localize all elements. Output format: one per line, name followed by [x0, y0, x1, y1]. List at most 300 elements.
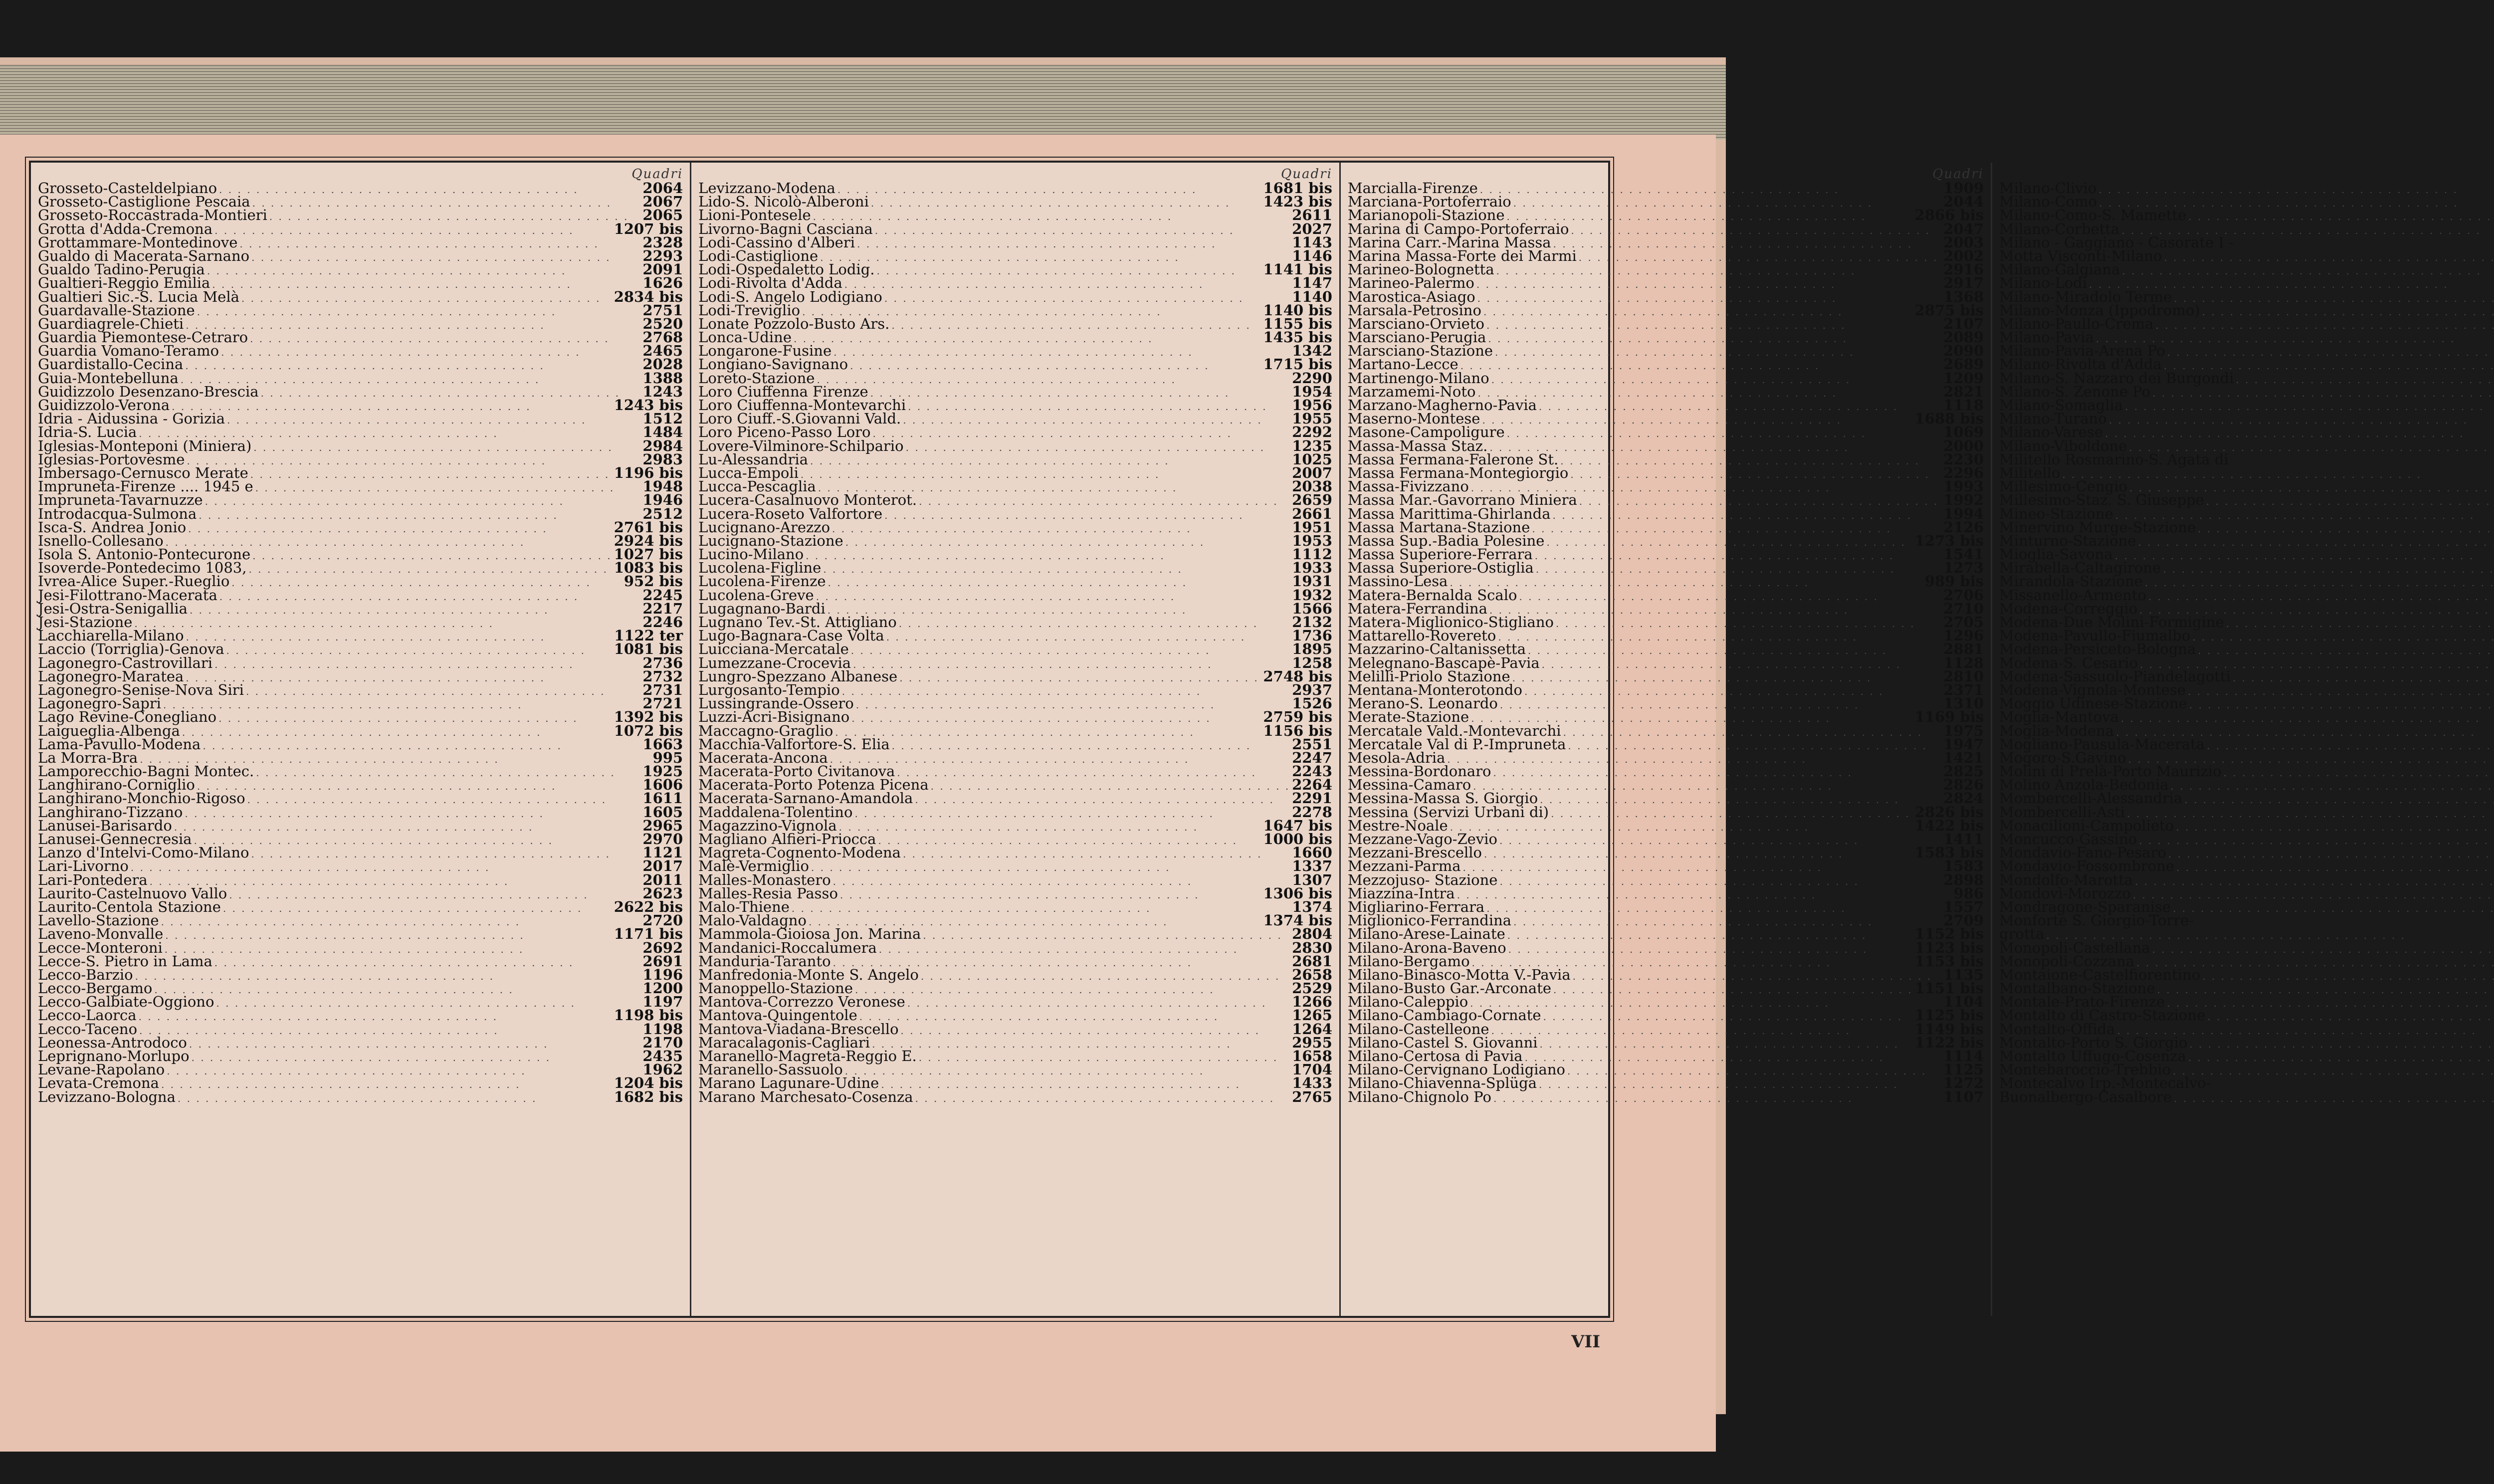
entry-name: Milano-Corbetta: [1999, 220, 2120, 237]
leader-dots: [1507, 427, 1942, 440]
leader-dots: [2189, 1038, 2494, 1051]
leader-dots: [231, 576, 622, 590]
entry-name: Magazzino-Vignola: [698, 817, 837, 834]
entry-name: Marostica-Asiago: [1347, 288, 1475, 305]
entry-table-number: 1663: [642, 735, 683, 753]
entry-name: Lu-Alessandria: [698, 450, 808, 468]
leader-dots: [255, 481, 641, 495]
entry-name: Marina Massa-Forte dei Marmi: [1347, 247, 1577, 264]
entry-table-number: 2107: [1943, 315, 1984, 332]
entry-name: Magreta-Cognento-Modena: [698, 844, 901, 861]
entry-name: Mentana-Monterotondo: [1347, 681, 1522, 698]
leader-dots: [247, 793, 641, 807]
entry-name: Maranello-Magreta-Reggio E.: [698, 1048, 917, 1064]
leader-dots: [840, 888, 1261, 902]
entry-table-number: 2520: [642, 315, 683, 332]
leader-dots: [2188, 1051, 2494, 1064]
entry-name: Langhirano-Monchio-Rigoso: [38, 790, 245, 807]
entry-name: Isca-S. Andrea Jonio: [38, 518, 187, 536]
leader-dots: [1528, 644, 1941, 657]
entry-name: Marsciano-Orvieto: [1347, 315, 1484, 332]
leader-dots: [1579, 495, 1942, 508]
entry-table-number: 2047: [1943, 220, 1984, 237]
entry-table-number: 1736: [1292, 627, 1332, 644]
leader-dots: [226, 644, 612, 657]
entry-table-number: 1512: [642, 410, 683, 427]
entry-name: Milano-Cambiago-Cornate: [1347, 1007, 1541, 1024]
leader-dots: [2198, 522, 2494, 536]
leader-dots: [1486, 902, 1941, 915]
entry-table-number: 2825: [1943, 763, 1984, 780]
entry-name: Guidizzolo Desenzano-Brescia: [38, 383, 259, 400]
entry-table-number: 1209: [1943, 369, 1984, 387]
leader-dots: [833, 346, 1290, 359]
leader-dots: [1553, 983, 1913, 997]
entry-name: Moglia-Mantova: [1999, 708, 2119, 726]
entry-table-number: 1198 bis: [614, 1007, 683, 1024]
leader-dots: [1567, 1064, 1941, 1078]
entry-name: Ivrea-Alice Super.-Rueglio: [38, 573, 230, 590]
entry-name: Milano-S. Nazzaro dei Burgondi: [1999, 369, 2234, 387]
leader-dots: [832, 522, 1290, 536]
entry-table-number: 2003: [1943, 233, 1984, 251]
entry-name: Guidizzolo-Verona: [38, 397, 170, 414]
leader-dots: [2173, 902, 2494, 915]
entry-table-number: 2067: [642, 193, 683, 211]
entry-table-number: 1265: [1292, 1007, 1332, 1024]
entry-name: Leprignano-Morlupo: [38, 1048, 190, 1064]
entry-table-number: 2230: [1943, 450, 1984, 468]
leader-dots: [2164, 251, 2494, 264]
entry-table-number: 1273: [1943, 559, 1984, 577]
entry-name: Mantova-Correzzo Veronese: [698, 993, 905, 1011]
entry-table-number: 1682 bis: [614, 1088, 683, 1105]
entry-table-number: 2126: [1943, 518, 1984, 536]
entry-table-number: 2028: [642, 356, 683, 373]
entry-table-number: 1243 bis: [614, 397, 683, 414]
leader-dots: [850, 359, 1261, 373]
entry-table-number: 1146: [1292, 247, 1332, 264]
leader-dots: [2163, 563, 2494, 576]
entry-table-number: 2689: [1943, 356, 1984, 373]
leader-dots: [853, 658, 1290, 671]
entry-table-number: 1200: [642, 980, 683, 997]
leader-dots: [2184, 793, 2494, 807]
entry-name: Mirabella-Caltagirone: [1999, 559, 2161, 577]
entry-name: Matera-Miglionico-Stigliano: [1347, 614, 1554, 631]
leader-dots: [261, 387, 641, 400]
leader-dots: [2105, 427, 2494, 440]
leader-dots: [2176, 821, 2494, 834]
leader-dots: [214, 224, 612, 237]
leader-dots: [1491, 1024, 1913, 1038]
leader-dots: [2139, 834, 2494, 848]
leader-dots: [131, 861, 641, 874]
leader-dots: [875, 224, 1290, 237]
entry-table-number: 1925: [642, 763, 683, 780]
leader-dots: [161, 915, 641, 929]
leader-dots: [810, 454, 1290, 468]
leader-dots: [185, 807, 640, 821]
leader-dots: [1540, 793, 1941, 807]
leader-dots: [1447, 753, 1941, 766]
entry-table-number: 2371: [1943, 681, 1984, 698]
entry-table-number: 2296: [1943, 464, 1984, 481]
entry-name: Marsala-Petrosino: [1347, 301, 1481, 319]
leader-dots: [886, 631, 1290, 644]
leader-dots: [246, 685, 640, 698]
index-entry: [1999, 450, 2494, 468]
entry-table-number: 2328: [642, 233, 683, 251]
leader-dots: [907, 997, 1290, 1010]
entry-table-number: 1933: [1292, 559, 1332, 577]
entry-name: Lucera-Roseto Valfortore: [698, 505, 883, 522]
entry-name: Mammola-Gioiosa Jon. Marina: [698, 925, 921, 943]
entry-name: grotta: [1999, 925, 2045, 943]
entry-name: Mineo-Stazione: [1999, 505, 2113, 522]
leader-dots: [197, 305, 641, 319]
entry-name: Minturno-Stazione: [1999, 532, 2136, 549]
entry-name: Montalto Uffugo-Cosenza: [1999, 1048, 2186, 1064]
entry-table-number: 2970: [642, 831, 683, 848]
entry-name: Jesi-Filottrano-Macerata: [38, 586, 217, 604]
entry-table-number: 2965: [642, 817, 683, 834]
leader-dots: [2167, 997, 2494, 1010]
leader-dots: [1560, 454, 1941, 468]
entry-name: Molino Anzola-Bedonia: [1999, 776, 2169, 794]
entry-name: Marcialla-Firenze: [1347, 180, 1478, 197]
entry-name: Macerata-Ancona: [698, 749, 828, 766]
entry-name: Jesi-Ostra-Senigallia: [38, 600, 188, 617]
entry-name: Lioni-Pontesele: [698, 207, 811, 224]
entry-table-number: 1948: [642, 478, 683, 495]
entry-name: Massa Superiore-Ostiglia: [1347, 559, 1534, 577]
entry-name: Lucignano-Arezzo: [698, 518, 831, 536]
leader-dots: [878, 834, 1261, 848]
entry-name: Lussingrande-Ossero: [698, 695, 854, 712]
entry-name: Impruneta-Firenze .... 1945 e: [38, 478, 253, 495]
leader-dots: [2202, 970, 2494, 983]
leader-dots: [931, 780, 1290, 793]
entry-name: Guardavalle-Stazione: [38, 301, 195, 319]
leader-dots: [1480, 183, 1942, 197]
entry-table-number: 1909: [1943, 180, 1984, 197]
entry-name: Milano-Castel S. Giovanni: [1347, 1034, 1538, 1051]
leader-dots: [845, 536, 1290, 549]
entry-table-number: 1264: [1292, 1020, 1332, 1038]
entry-table-number: 1196: [642, 966, 683, 983]
entry-table-number: 2247: [1292, 749, 1332, 766]
entry-name: Livorno-Bagni Casciana: [698, 220, 873, 237]
entry-name: Marzano-Magherno-Pavia: [1347, 397, 1537, 414]
leader-dots: [2168, 848, 2494, 861]
entry-name: Manoppello-Stazione: [698, 980, 853, 997]
leader-dots: [2207, 739, 2494, 753]
leader-dots: [2206, 495, 2494, 508]
leader-dots: [1489, 604, 1941, 617]
leader-dots: [854, 807, 1290, 821]
entry-name: Militello Rosmarino-S. Agata di: [1999, 450, 2229, 468]
entry-name: Lucignano-Stazione: [698, 532, 843, 549]
leader-dots: [884, 509, 1290, 522]
entry-name: Mantova-Quingentole: [698, 1007, 857, 1024]
entry-name: Montale-Prato-Firenze: [1999, 993, 2165, 1011]
leader-dots: [219, 590, 641, 604]
entry-table-number: 1000 bis: [1263, 831, 1332, 848]
leader-dots: [192, 1051, 641, 1064]
entry-table-number: 1118: [1943, 397, 1984, 414]
entry-name: Mercatale Vald.-Montevarchi: [1347, 722, 1561, 739]
entry-name: Milano-Miradolo Terme: [1999, 288, 2172, 305]
entry-name: Milano-Pavia: [1999, 329, 2094, 346]
leader-dots: [833, 875, 1290, 888]
entry-name: Montebaroccio-Trebbio: [1999, 1061, 2171, 1078]
leader-dots: [2155, 319, 2494, 332]
leader-dots: [828, 576, 1290, 590]
entry-name: Lodi-Ospedaletto Lodig.: [698, 261, 875, 278]
entry-table-number: 2866 bis: [1914, 207, 1984, 224]
entry-table-number: 2659: [1292, 491, 1332, 509]
entry-table-number: 2291: [1292, 790, 1332, 807]
entry-name: Laveno-Monvalle: [38, 925, 164, 943]
leader-dots: [163, 698, 640, 712]
leader-dots: [903, 414, 1290, 427]
entry-name: Loro Ciuff.-S.Giovanni Vald.: [698, 410, 901, 427]
leader-dots: [188, 522, 612, 536]
leader-dots: [2098, 183, 2494, 197]
entry-name: Mezzani-Brescello: [1347, 844, 1482, 861]
entry-name: Lecco-Laorca: [38, 1007, 137, 1024]
leader-dots: [842, 685, 1290, 698]
leader-dots: [2152, 387, 2494, 400]
entry-table-number: 1526: [1292, 695, 1332, 712]
entry-name: Lungro-Spezzano Albanese: [698, 667, 898, 685]
entry-name: Mestre-Noale: [1347, 817, 1448, 834]
entry-table-number: 2611: [1292, 207, 1332, 224]
entry-table-number: 2038: [1292, 478, 1332, 495]
entry-table-number: 1156 bis: [1263, 722, 1332, 739]
entry-name: Isnello-Collesano: [38, 532, 164, 549]
entry-name: Mondovì-Morozzo: [1999, 884, 2131, 902]
entry-name: Lamporecchio-Bagni Montec.: [38, 763, 254, 780]
entry-table-number: 1140: [1292, 288, 1332, 305]
entry-name: Mogliano-Pausula-Macerata: [1999, 735, 2205, 753]
entry-table-number: 1151 bis: [1914, 980, 1984, 997]
entry-name: Milano-Somaglia: [1999, 397, 2123, 414]
entry-table-number: 2721: [642, 695, 683, 712]
entry-table-number: 1140 bis: [1263, 301, 1332, 319]
entry-name: Marano Lagunare-Udine: [698, 1074, 879, 1092]
entry-name: Massa Superiore-Ferrara: [1347, 546, 1533, 563]
leader-dots: [1571, 224, 1942, 237]
leader-dots: [186, 671, 640, 685]
leader-dots: [1519, 590, 1941, 604]
entry-name: Lucca-Pescaglia: [698, 478, 816, 495]
entry-name: Langhirano-Corniglio: [38, 776, 195, 794]
entry-table-number: 2917: [1943, 274, 1984, 292]
entry-name: Grosseto-Castiglione Pescaia: [38, 193, 250, 211]
leader-dots: [1457, 888, 1952, 902]
entry-name: Marsciano-Perugia: [1347, 329, 1486, 346]
entry-name: Impruneta-Tavarnuzze: [38, 491, 203, 509]
entry-name: Massa Sup.-Badia Polesine: [1347, 532, 1545, 549]
entry-name: Luzzi-Acri-Bisignano: [698, 708, 850, 726]
leader-dots: [835, 726, 1261, 739]
entry-name: Longarone-Fusine: [698, 342, 832, 360]
entry-table-number: 1104: [1943, 993, 1984, 1011]
leader-dots: [2233, 671, 2494, 685]
entry-table-number: 2710: [1943, 600, 1984, 617]
entry-name: Massa Marittima-Ghirlanda: [1347, 505, 1551, 522]
entry-name: Millesimo-Cengio: [1999, 478, 2127, 495]
entry-name: Milano-Arona-Baveno: [1347, 939, 1506, 956]
entry-name: Milano-S. Zenone Po: [1999, 383, 2151, 400]
leader-dots: [221, 346, 640, 359]
leader-dots: [811, 861, 1290, 874]
entry-name: Mogoro-S.Gavino: [1999, 749, 2126, 766]
entry-table-number: 2983: [642, 450, 683, 468]
page-stack-edges: [0, 65, 1726, 140]
entry-name: Marianopoli-Stazione: [1347, 207, 1505, 224]
entry-table-number: 1368: [1943, 288, 1984, 305]
entry-name: Leonessa-Antrodoco: [38, 1034, 187, 1051]
entry-table-number: 2692: [642, 939, 683, 956]
leader-dots: [871, 197, 1261, 210]
entry-name: Iglesias-Monteponi (Miniera): [38, 437, 252, 454]
entry-name: Monforte S. Giorgio-Torre-: [1999, 912, 2194, 929]
entry-name: Montaione-Castelfiorentino: [1999, 966, 2201, 983]
leader-dots: [828, 604, 1290, 617]
entry-table-number: 1423 bis: [1263, 193, 1332, 211]
leader-dots: [2145, 576, 2494, 590]
entry-name: Grotta d'Adda-Cremona: [38, 220, 213, 237]
entry-name: Moggio Udinese-Stazione: [1999, 695, 2187, 712]
entry-table-number: 1171 bis: [614, 925, 683, 943]
entry-name: Lago Revine-Conegliano: [38, 708, 217, 726]
leader-dots: [906, 441, 1290, 454]
leader-dots: [857, 237, 1290, 251]
entry-table-number: 2293: [642, 247, 683, 264]
entry-table-number: 1951: [1292, 518, 1332, 536]
leader-dots: [1477, 292, 1942, 305]
entry-table-number: 2761 bis: [614, 518, 683, 536]
entry-name: La Morra-Bra: [38, 749, 138, 766]
entry-table-number: 2830: [1292, 939, 1332, 956]
entry-table-number: 952 bis: [624, 573, 683, 590]
leader-dots: [1573, 970, 1942, 983]
leader-dots: [1493, 1092, 1941, 1105]
entry-name: Marineo-Palermo: [1347, 274, 1474, 292]
entry-table-number: 1272: [1943, 1074, 1984, 1092]
entry-table-number: 1081 bis: [614, 640, 683, 658]
entry-name: Loreto-Stazione: [698, 369, 815, 387]
index-entry: [698, 884, 1332, 902]
entry-name: Modena-Sassuolo-Piandelagotti: [1999, 667, 2231, 685]
entry-name: Lucolena-Firenze: [698, 573, 826, 590]
entry-name: Melegnano-Bascapè-Pavia: [1347, 654, 1540, 671]
leader-dots: [870, 387, 1290, 400]
entry-name: Levata-Cremona: [38, 1074, 159, 1092]
entry-name: Merate-Stazione: [1347, 708, 1469, 726]
entry-table-number: 1658: [1292, 1048, 1332, 1064]
entry-table-number: 1155 bis: [1263, 315, 1332, 332]
leader-dots: [178, 1092, 612, 1105]
entry-name: Lumezzane-Crocevia: [698, 654, 851, 671]
leader-dots: [2115, 549, 2494, 563]
entry-name: Montecalvo Irp.-Montecalvo-: [1999, 1074, 2211, 1092]
entry-table-number: 1152 bis: [1914, 925, 1984, 943]
entry-table-number: 1688 bis: [1914, 410, 1984, 427]
entry-name: Modena-Due Molini-Formigine: [1999, 614, 2224, 631]
entry-name: Massa-Fivizzano: [1347, 478, 1469, 495]
entry-name: Mondavio-Fano-Pesaro: [1999, 844, 2166, 861]
entry-name: Maracalagonis-Cagliari: [698, 1034, 870, 1051]
entry-table-number: 2810: [1943, 667, 1984, 685]
entry-table-number: 2804: [1292, 925, 1332, 943]
leader-dots: [851, 712, 1261, 725]
entry-name: Guardia Vomano-Teramo: [38, 342, 219, 360]
entry-table-number: 1895: [1292, 640, 1332, 658]
entry-name: Macchia-Valfortore-S. Elia: [698, 735, 890, 753]
leader-dots: [855, 983, 1290, 997]
entry-name: Melilli-Priolo Stazione: [1347, 667, 1510, 685]
entry-name: Levane-Rapolano: [38, 1061, 165, 1078]
entry-table-number: 2264: [1292, 776, 1332, 794]
leader-dots: [1476, 278, 1941, 291]
leader-dots: [1450, 576, 1922, 590]
leader-dots: [1553, 509, 1942, 522]
entry-name: Imbersago-Cernusco Merate: [38, 464, 248, 481]
entry-name: Modena-Correggio: [1999, 600, 2138, 617]
entry-table-number: 2720: [642, 912, 683, 929]
entry-name: Isola S. Antonio-Pontecurone: [38, 546, 251, 563]
entry-table-number: 2090: [1943, 342, 1984, 360]
entry-table-number: 1611: [642, 790, 683, 807]
entry-table-number: 989 bis: [1924, 573, 1984, 590]
leader-dots: [837, 183, 1261, 197]
leader-dots: [817, 373, 1290, 387]
entry-name: Minervino Murge-Stazione: [1999, 518, 2196, 536]
leader-dots: [2109, 414, 2494, 427]
entry-table-number: 1947: [1943, 735, 1984, 753]
leader-dots: [251, 848, 640, 861]
leader-dots: [1546, 536, 1912, 549]
entry-name: Moncucco-Gassino: [1999, 831, 2137, 848]
leader-dots: [185, 359, 640, 373]
leader-dots: [139, 1024, 640, 1038]
leader-dots: [908, 400, 1290, 414]
entry-table-number: 1374 bis: [1263, 912, 1332, 929]
leader-dots: [197, 780, 641, 793]
entry-name: Lodi-Cassino d'Alberi: [698, 233, 855, 251]
entry-table-number: 2017: [642, 857, 683, 875]
entry-name: Milano - Gaggiano - Casorate I -: [1999, 233, 2234, 251]
leader-dots: [134, 617, 640, 631]
entry-table-number: 1342: [1292, 342, 1332, 360]
leader-dots: [923, 929, 1290, 942]
entry-name: Marineo-Bolognetta: [1347, 261, 1494, 278]
entry-name: Milano-Certosa di Pavia: [1347, 1048, 1523, 1064]
entry-table-number: 2826 bis: [1914, 803, 1984, 821]
leader-dots: [2176, 861, 2494, 874]
entry-table-number: 1121: [642, 844, 683, 861]
leader-dots: [899, 617, 1290, 631]
leader-dots: [186, 319, 640, 332]
leader-dots: [2152, 943, 2494, 956]
entry-table-number: 1993: [1943, 478, 1984, 495]
entry-name: Lecce-S. Pietro in Lama: [38, 952, 212, 970]
leader-dots: [250, 332, 640, 346]
